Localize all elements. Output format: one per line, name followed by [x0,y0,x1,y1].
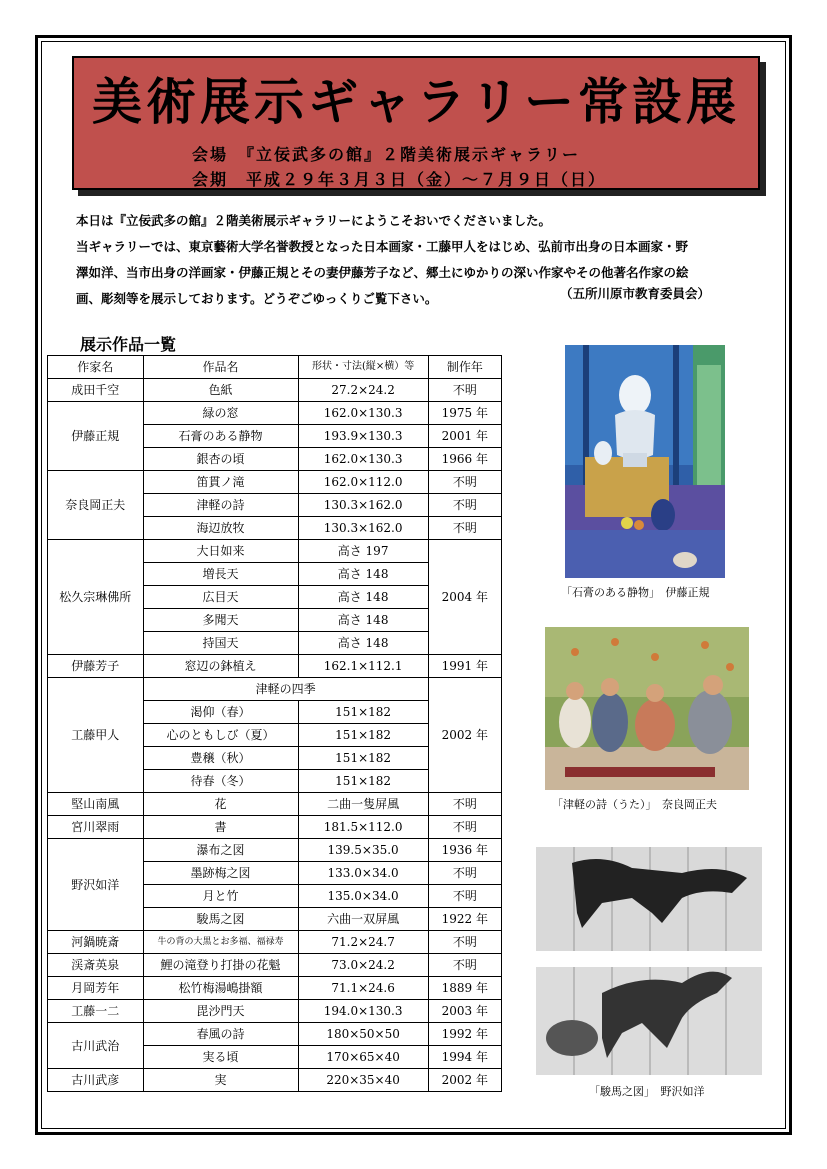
title-cell: 松竹梅湯嶋掛額 [143,977,298,1000]
title-cell: 窓辺の鉢植え [143,655,298,678]
photo-caption: 「津軽の詩（うた）」 奈良岡正夫 [552,798,717,811]
intro-line: 澤如洋、当市出身の洋画家・伊藤正規とその妻伊藤芳子など、郷土にゆかりの深い作家やその他著名作家の絵 [76,265,689,280]
year-cell: 2002 年 [428,678,501,793]
table-row [48,471,502,494]
title-cell: 春風の詩 [143,1023,298,1046]
size-cell: 162.0×112.0 [298,471,428,494]
photo-caption: 「石膏のある静物」 伊藤正規 [561,586,710,599]
year-cell: 1975 年 [428,402,501,425]
header-size: 形状・寸法(縦×横）等 [298,356,428,379]
title-cell: 石膏のある静物 [143,425,298,448]
venue-line: 会場 『立佞武多の館』２階美術展示ギャラリー [192,145,581,164]
title-cell: 大日如来 [143,540,298,563]
year-cell: 不明 [428,379,501,402]
table-row [48,977,502,1000]
title-cell: 花 [143,793,298,816]
size-cell: 170×65×40 [298,1046,428,1069]
table-row [48,931,502,954]
size-cell: 二曲一隻屏風 [298,793,428,816]
size-cell: 151×182 [298,770,428,793]
title-cell: 多聞天 [143,609,298,632]
artist-cell: 月岡芳年 [48,977,144,1000]
size-cell: 高さ 148 [298,609,428,632]
table-row [48,655,502,678]
size-cell: 高さ 148 [298,586,428,609]
title-cell: 海辺放牧 [143,517,298,540]
table-row [48,954,502,977]
title-cell: 駿馬之図 [143,908,298,931]
size-cell: 73.0×24.2 [298,954,428,977]
size-cell: 151×182 [298,724,428,747]
still-life-painting-image [565,345,725,578]
year-cell: 2001 年 [428,425,501,448]
size-cell: 71.1×24.6 [298,977,428,1000]
title-cell: 心のともしび（夏） [143,724,298,747]
title-banner [72,56,760,190]
title-cell: 実る頃 [143,1046,298,1069]
table-row [48,1069,502,1092]
table-row [48,1000,502,1023]
year-cell: 2002 年 [428,1069,501,1092]
title-cell: 銀杏の頃 [143,448,298,471]
title-cell: 緑の窓 [143,402,298,425]
size-cell: 六曲一双屏風 [298,908,428,931]
title-cell: 笛貫ノ滝 [143,471,298,494]
year-cell: 1994 年 [428,1046,501,1069]
header-title: 作品名 [143,356,298,379]
title-cell: 津軽の詩 [143,494,298,517]
artist-cell: 奈良岡正夫 [48,471,144,540]
year-cell: 2004 年 [428,540,501,655]
year-cell: 2003 年 [428,1000,501,1023]
year-cell: 1922 年 [428,908,501,931]
title-cell: 墨跡梅之図 [143,862,298,885]
artist-cell: 古川武彦 [48,1069,144,1092]
size-cell: 27.2×24.2 [298,379,428,402]
title-cell: 毘沙門天 [143,1000,298,1023]
title-cell: 鯉の滝登り打掛の花魁 [143,954,298,977]
works-table [47,355,502,1092]
size-cell: 193.9×130.3 [298,425,428,448]
size-cell: 139.5×35.0 [298,839,428,862]
year-cell: 不明 [428,793,501,816]
title-cell: 瀑布之図 [143,839,298,862]
year-cell: 1991 年 [428,655,501,678]
title-cell: 月と竹 [143,885,298,908]
table-header-row [48,356,502,379]
size-cell: 高さ 197 [298,540,428,563]
intro-line: 本日は『立佞武多の館』２階美術展示ギャラリーにようこそおいでくださいました。 [76,213,552,228]
title-cell: 豊穣（秋） [143,747,298,770]
year-cell: 不明 [428,885,501,908]
size-cell: 220×35×40 [298,1069,428,1092]
table-row [48,816,502,839]
header-year: 制作年 [428,356,501,379]
signature: （五所川原市教育委員会） [560,286,711,301]
size-cell: 181.5×112.0 [298,816,428,839]
year-cell: 1889 年 [428,977,501,1000]
title-cell: 書 [143,816,298,839]
title-cell: 実 [143,1069,298,1092]
table-row [48,793,502,816]
table-row [48,839,502,862]
title-cell: 色紙 [143,379,298,402]
artist-cell: 成田千空 [48,379,144,402]
year-cell: 不明 [428,471,501,494]
size-cell: 高さ 148 [298,632,428,655]
year-cell: 不明 [428,816,501,839]
artist-cell: 宮川翠雨 [48,816,144,839]
table-row [48,1023,502,1046]
intro-line: 当ギャラリーでは、東京藝術大学名誉教授となった日本画家・工藤甲人をはじめ、弘前市出身の日本画家・野 [76,239,689,254]
title-cell: 持国天 [143,632,298,655]
title-cell: 広目天 [143,586,298,609]
size-cell: 71.2×24.7 [298,931,428,954]
artist-cell: 堅山南風 [48,793,144,816]
year-cell: 不明 [428,931,501,954]
header-artist: 作家名 [48,356,144,379]
size-cell: 194.0×130.3 [298,1000,428,1023]
artist-cell: 伊藤正規 [48,402,144,471]
title-cell: 渇仰（春） [143,701,298,724]
size-cell: 162.0×130.3 [298,448,428,471]
table-row [48,379,502,402]
size-cell: 162.0×130.3 [298,402,428,425]
photo-caption: 「駿馬之図」 野沢如洋 [589,1085,705,1098]
artist-cell: 河鍋暁斎 [48,931,144,954]
table-row [48,678,502,701]
size-cell: 130.3×162.0 [298,494,428,517]
size-cell: 151×182 [298,701,428,724]
year-cell: 不明 [428,517,501,540]
musicians-painting-image [545,627,749,790]
artist-cell: 野沢如洋 [48,839,144,931]
table-row [48,402,502,425]
size-cell: 162.1×112.1 [298,655,428,678]
intro-line: 画、彫刻等を展示しております。どうぞごゆっくりご覧下さい。 [76,291,438,306]
size-cell: 高さ 148 [298,563,428,586]
size-cell: 130.3×162.0 [298,517,428,540]
title-cell: 牛の背の大黒とお多福、福禄寿 [143,931,298,954]
horses-screen-image [532,843,764,1077]
table-row [48,540,502,563]
year-cell: 1936 年 [428,839,501,862]
year-cell: 不明 [428,494,501,517]
year-cell: 1992 年 [428,1023,501,1046]
size-cell: 135.0×34.0 [298,885,428,908]
year-cell: 1966 年 [428,448,501,471]
size-cell: 151×182 [298,747,428,770]
artist-cell: 伊藤芳子 [48,655,144,678]
size-cell: 180×50×50 [298,1023,428,1046]
artist-cell: 工藤甲人 [48,678,144,793]
title-cell: 増長天 [143,563,298,586]
year-cell: 不明 [428,862,501,885]
period-line: 会期 平成２９年３月３日（金）～７月９日（日） [192,170,607,189]
series-title-cell: 津軽の四季 [143,678,428,701]
artist-cell: 工藤一二 [48,1000,144,1023]
year-cell: 不明 [428,954,501,977]
artist-cell: 渓斎英泉 [48,954,144,977]
exhibition-title: 美術展示ギャラリー常設展 [92,72,740,131]
title-cell: 待春（冬） [143,770,298,793]
size-cell: 133.0×34.0 [298,862,428,885]
artist-cell: 松久宗琳佛所 [48,540,144,655]
artist-cell: 古川武治 [48,1023,144,1069]
list-heading: 展示作品一覧 [80,335,177,354]
